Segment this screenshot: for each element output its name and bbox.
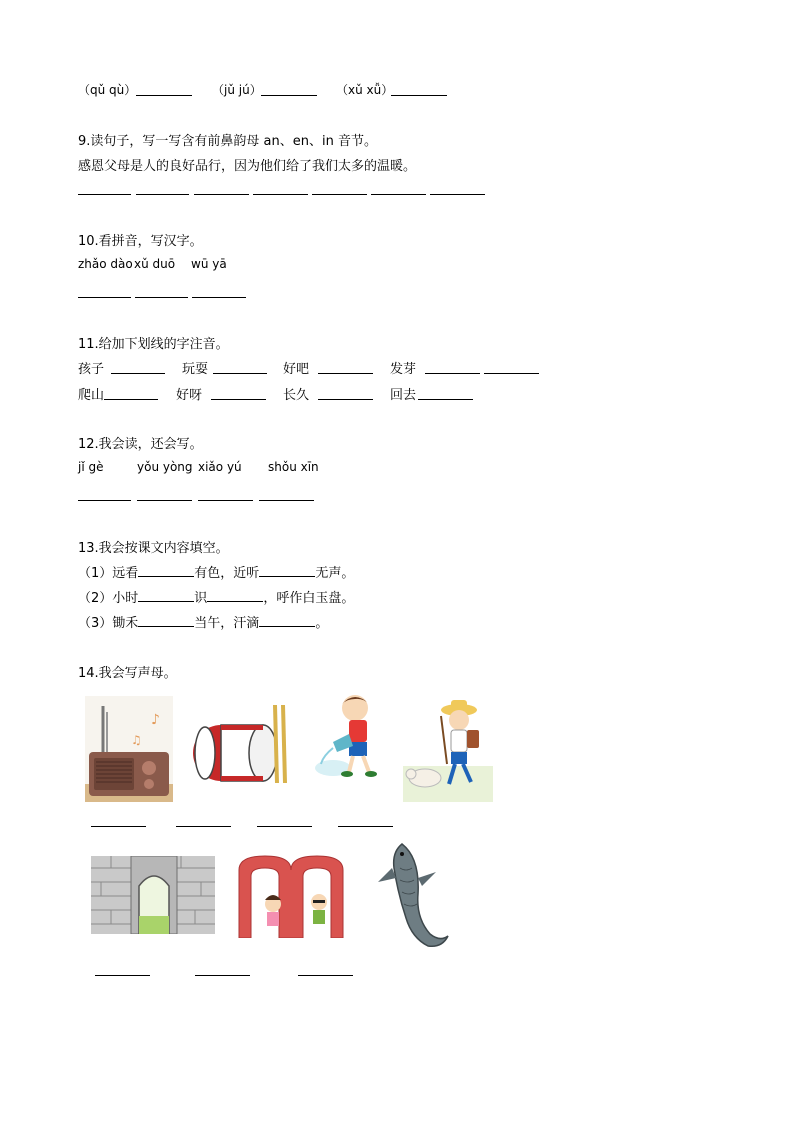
arch-m-picture <box>235 850 347 938</box>
drum-picture <box>191 703 291 785</box>
pinyin-word: yǒu yòng <box>137 460 193 474</box>
item-number: （1） <box>78 566 113 581</box>
answer-blank[interactable] <box>425 373 480 374</box>
answer-blank[interactable] <box>253 194 308 195</box>
answer-blank[interactable] <box>257 826 312 827</box>
word-item: 好呀 <box>176 388 203 403</box>
answer-blank[interactable] <box>104 399 158 400</box>
answer-blank[interactable] <box>136 194 189 195</box>
pinyin-word: zhǎo dào <box>78 257 133 271</box>
pinyin-word: jǐ gè <box>78 460 104 474</box>
word-item: 爬山 <box>78 388 105 403</box>
text-part: ，呼作白玉盘。 <box>263 591 355 606</box>
answer-blank[interactable] <box>138 564 194 577</box>
answer-blank[interactable] <box>194 194 249 195</box>
word-item: 孩子 <box>78 362 105 377</box>
item-number: （3） <box>78 616 113 631</box>
answer-blank[interactable] <box>135 297 188 298</box>
boy-with-sheep-picture <box>403 696 493 802</box>
question-10-title: 10.看拼音，写汉字。 <box>78 234 203 249</box>
answer-blank[interactable] <box>259 564 315 577</box>
answer-blank[interactable] <box>338 826 393 827</box>
pinyin-option-1: （qǔ qù） <box>78 83 137 97</box>
svg-text:♫: ♫ <box>131 733 142 747</box>
answer-blank[interactable] <box>138 589 194 602</box>
text-part: 无声。 <box>315 566 355 581</box>
question-13-title: 13.我会按课文内容填空。 <box>78 541 229 556</box>
word-item: 长久 <box>283 388 310 403</box>
answer-blank[interactable] <box>418 399 473 400</box>
answer-blank[interactable] <box>198 500 253 501</box>
answer-blank[interactable] <box>484 373 539 374</box>
text-part: 小时 <box>112 591 139 606</box>
question-9-sentence: 感恩父母是人的良好品行，因为他们给了我们太多的温暖。 <box>78 159 417 174</box>
answer-blank[interactable] <box>318 399 373 400</box>
question-14-title: 14.我会写声母。 <box>78 666 177 681</box>
answer-blank[interactable] <box>111 373 165 374</box>
answer-blank[interactable] <box>207 589 263 602</box>
item-number: （2） <box>78 591 113 606</box>
pinyin-option-3: （xǔ xǚ） <box>336 83 394 97</box>
answer-blank[interactable] <box>137 500 192 501</box>
question-12-title: 12.我会读，还会写。 <box>78 437 203 452</box>
pinyin-option-2: （jǔ jú） <box>212 83 262 97</box>
boy-watering-picture <box>313 690 398 782</box>
answer-blank[interactable] <box>259 500 314 501</box>
answer-blank[interactable] <box>136 95 192 96</box>
gate-picture <box>91 856 215 934</box>
answer-blank[interactable] <box>261 95 317 96</box>
answer-blank[interactable] <box>138 614 194 627</box>
answer-blank[interactable] <box>211 399 266 400</box>
answer-blank[interactable] <box>192 297 246 298</box>
text-part: 锄禾 <box>112 616 139 631</box>
answer-blank[interactable] <box>371 194 426 195</box>
answer-blank[interactable] <box>78 500 131 501</box>
word-item: 发芽 <box>390 362 417 377</box>
answer-blank[interactable] <box>91 826 146 827</box>
fill-line-2 <box>78 587 354 606</box>
word-item: 好吧 <box>283 362 310 377</box>
answer-blank[interactable] <box>391 95 447 96</box>
answer-blank[interactable] <box>298 975 353 976</box>
text-part: 远看 <box>112 566 139 581</box>
text-part: 有色，近听 <box>194 566 260 581</box>
answer-blank[interactable] <box>430 194 485 195</box>
pinyin-word: xǔ duō <box>134 257 176 271</box>
answer-blank[interactable] <box>259 614 315 627</box>
answer-blank[interactable] <box>78 194 131 195</box>
answer-blank[interactable] <box>95 975 150 976</box>
word-item: 回去 <box>390 388 417 403</box>
fill-line-3 <box>78 612 328 631</box>
text-part: 识 <box>194 591 208 606</box>
radio-picture <box>85 696 173 802</box>
pinyin-word: shǒu xīn <box>268 460 319 474</box>
word-item: 玩耍 <box>182 362 209 377</box>
question-11-title: 11.给加下划线的字注音。 <box>78 337 229 352</box>
answer-blank[interactable] <box>312 194 367 195</box>
text-part: 。 <box>315 616 329 631</box>
answer-blank[interactable] <box>78 297 131 298</box>
answer-blank[interactable] <box>195 975 250 976</box>
answer-blank[interactable] <box>176 826 231 827</box>
text-part: 当午，汗滴 <box>194 616 260 631</box>
answer-blank[interactable] <box>213 373 267 374</box>
pinyin-word: xiǎo yú <box>198 460 242 474</box>
pinyin-word: wū yā <box>191 257 227 271</box>
answer-blank[interactable] <box>318 373 373 374</box>
fish-picture <box>376 838 454 950</box>
svg-text:♪: ♪ <box>151 712 160 728</box>
question-9-title: 9.读句子，写一写含有前鼻韵母 an、en、in 音节。 <box>78 134 377 149</box>
fill-line-1 <box>78 562 354 581</box>
